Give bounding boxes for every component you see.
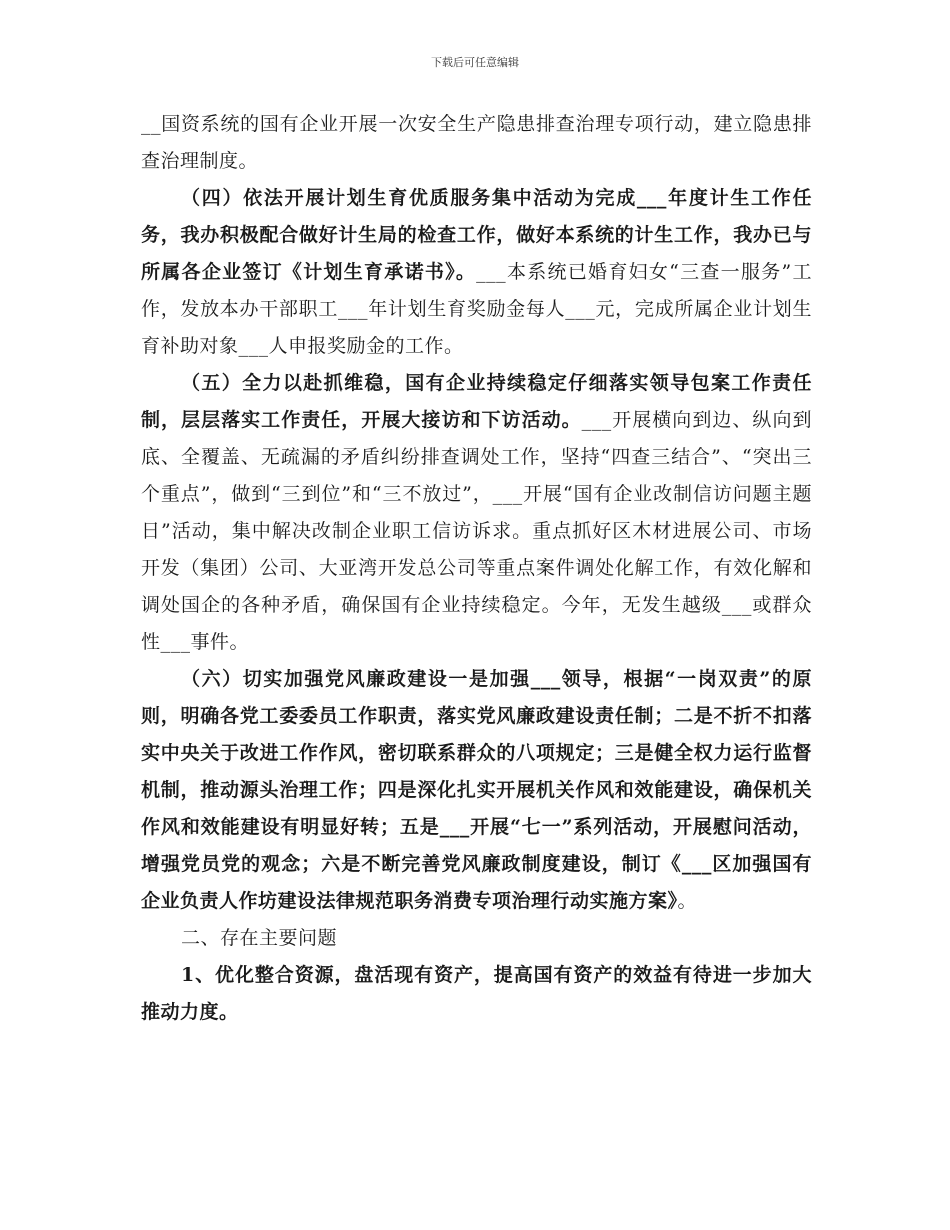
page-header: 下载后可任意编辑 [431,56,519,69]
section-heading-six: （六）切实加强党风廉政建设一是加强___领导，根据“一岗双责”的原则，明确各党工委委员工作职责，落实党风廉政建设责任制；二是不折不扣落实中央关于改进工作作风，密切联系群众的八项规定；三是健全权力运行监督机制，推动源头治理工作；四是深化扎实开展机关作风和效能建设，确保机关作风和效能建设有明显好转；五是___开展“七一”系列活动，开展慰问活动，增强党员党的观念；六是不断完善党风廉政制度建设，制订《___区加强国有企业负责人作坊建设法律规范职务消费专项治理行动实施方案》 [141,668,812,912]
section-heading-five: （五）全力以赴抓维稳，国有企业持续稳定仔细落实领导包案工作责任制，层层落实工作责任，开展大接访和下访活动。 [141,372,812,431]
paragraph-text: ___开展横向到边、纵向到底、全覆盖、无疏漏的矛盾纠纷排查调处工作，坚持“四查三结合”、“突出三个重点”，做到“三到位”和“三不放过”，___开展“国有企业改制信访问题主题日”活动，集中解决改制企业职工信访诉求。重点抓好区木材进展公司、市场开发（集团）公司、大亚湾开发总公司等重点案件调处化解工作，有效化解和调处国企的各种矛盾，确保国有企业持续稳定。今年，无发生越级___或群众性___事件。 [141,409,812,653]
document-body [141,106,812,1031]
problem-item-one: 1、优化整合资源，盘活现有资产，提高国有资产的效益有待进一步加大推动力度。 [141,964,812,1023]
paragraph-family-planning [141,180,812,365]
paragraph-safety-inspection [141,106,812,180]
section-title-text: 二、存在主要问题 [181,927,338,949]
paragraph-text: 。 [677,890,698,912]
paragraph-party-integrity [141,661,812,920]
section-title-main-problems [141,920,812,957]
paragraph-text: ___本系统已婚育妇女“三查一服务”工作，发放本办干部职工___年计划生育奖励金每人___元，完成所属企业计划生育补助对象___人申报奖励金的工作。 [141,261,812,357]
paragraph-text: __国资系统的国有企业开展一次安全生产隐患排查治理专项行动，建立隐患排查治理制度。 [141,113,812,172]
section-heading-four: （四）依法开展计划生育优质服务集中活动为完成___年度计生工作任务，我办积极配合做好计生局的检查工作，做好本系统的计生工作，我办已与所属各企业签订《计划生育承诺书》。 [141,187,812,283]
paragraph-problem-one [141,957,812,1031]
paragraph-stability [141,365,812,661]
